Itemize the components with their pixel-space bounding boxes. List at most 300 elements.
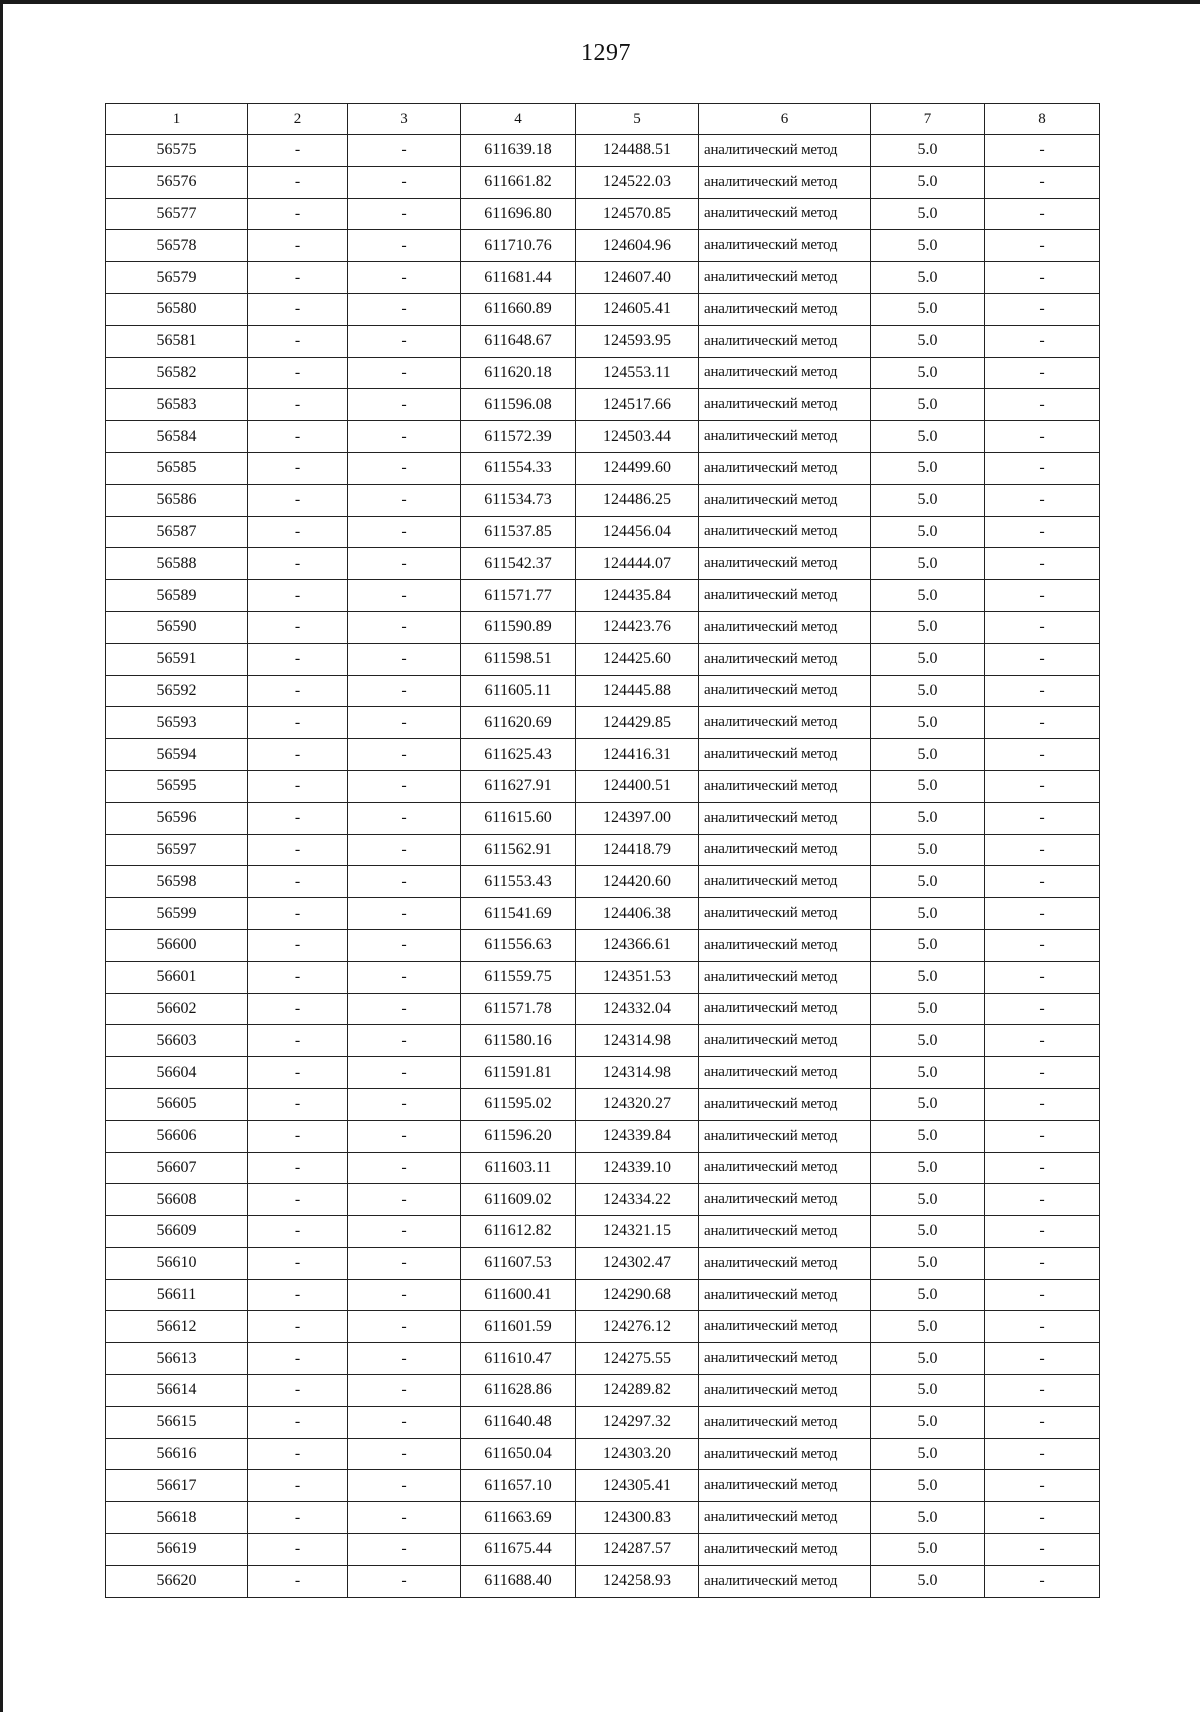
cell-col-3: - xyxy=(348,1375,461,1407)
cell-col-8: - xyxy=(985,834,1100,866)
table-row xyxy=(106,898,1100,930)
table-body xyxy=(106,135,1100,1598)
cell-coord-x: 611596.20 xyxy=(461,1120,576,1152)
cell-coord-x: 611591.81 xyxy=(461,1057,576,1089)
cell-coord-y: 124320.27 xyxy=(576,1088,699,1120)
cell-point-number: 56580 xyxy=(106,293,248,325)
cell-coord-x: 611681.44 xyxy=(461,262,576,294)
cell-coord-x: 611648.67 xyxy=(461,325,576,357)
cell-col-8: - xyxy=(985,166,1100,198)
cell-point-number: 56595 xyxy=(106,770,248,802)
cell-col-2: - xyxy=(248,484,348,516)
table-row xyxy=(106,421,1100,453)
cell-col-8: - xyxy=(985,1565,1100,1597)
cell-method: аналитический метод xyxy=(699,1470,871,1502)
table-row xyxy=(106,1088,1100,1120)
cell-col-8: - xyxy=(985,452,1100,484)
cell-col-8: - xyxy=(985,993,1100,1025)
cell-col-3: - xyxy=(348,325,461,357)
cell-col-3: - xyxy=(348,1565,461,1597)
cell-col-3: - xyxy=(348,230,461,262)
cell-col-3: - xyxy=(348,961,461,993)
cell-point-number: 56599 xyxy=(106,898,248,930)
cell-col-2: - xyxy=(248,866,348,898)
column-header-2: 2 xyxy=(248,104,348,135)
cell-col-8: - xyxy=(985,484,1100,516)
cell-col-8: - xyxy=(985,898,1100,930)
cell-point-number: 56578 xyxy=(106,230,248,262)
cell-method: аналитический метод xyxy=(699,1057,871,1089)
cell-coord-y: 124334.22 xyxy=(576,1184,699,1216)
table-row xyxy=(106,929,1100,961)
cell-accuracy: 5.0 xyxy=(871,1184,985,1216)
cell-accuracy: 5.0 xyxy=(871,230,985,262)
cell-col-8: - xyxy=(985,1152,1100,1184)
cell-coord-y: 124416.31 xyxy=(576,739,699,771)
cell-accuracy: 5.0 xyxy=(871,548,985,580)
cell-col-8: - xyxy=(985,135,1100,167)
cell-accuracy: 5.0 xyxy=(871,1343,985,1375)
cell-method: аналитический метод xyxy=(699,961,871,993)
cell-method: аналитический метод xyxy=(699,1534,871,1566)
cell-point-number: 56612 xyxy=(106,1311,248,1343)
cell-col-3: - xyxy=(348,452,461,484)
cell-accuracy: 5.0 xyxy=(871,1311,985,1343)
table-row xyxy=(106,452,1100,484)
cell-point-number: 56576 xyxy=(106,166,248,198)
cell-col-2: - xyxy=(248,1247,348,1279)
cell-col-3: - xyxy=(348,135,461,167)
cell-coord-x: 611607.53 xyxy=(461,1247,576,1279)
cell-coord-x: 611620.69 xyxy=(461,707,576,739)
table-row xyxy=(106,230,1100,262)
cell-coord-y: 124488.51 xyxy=(576,135,699,167)
cell-col-8: - xyxy=(985,611,1100,643)
cell-accuracy: 5.0 xyxy=(871,357,985,389)
cell-coord-x: 611615.60 xyxy=(461,802,576,834)
cell-point-number: 56619 xyxy=(106,1534,248,1566)
cell-col-2: - xyxy=(248,1311,348,1343)
cell-point-number: 56577 xyxy=(106,198,248,230)
cell-col-2: - xyxy=(248,389,348,421)
cell-method: аналитический метод xyxy=(699,580,871,612)
cell-method: аналитический метод xyxy=(699,1025,871,1057)
cell-method: аналитический метод xyxy=(699,707,871,739)
cell-col-3: - xyxy=(348,198,461,230)
cell-accuracy: 5.0 xyxy=(871,262,985,294)
cell-accuracy: 5.0 xyxy=(871,135,985,167)
cell-coord-x: 611571.78 xyxy=(461,993,576,1025)
cell-col-8: - xyxy=(985,1184,1100,1216)
cell-col-2: - xyxy=(248,293,348,325)
cell-coord-y: 124300.83 xyxy=(576,1502,699,1534)
cell-col-3: - xyxy=(348,1025,461,1057)
cell-col-8: - xyxy=(985,675,1100,707)
cell-coord-y: 124339.10 xyxy=(576,1152,699,1184)
cell-accuracy: 5.0 xyxy=(871,421,985,453)
cell-point-number: 56597 xyxy=(106,834,248,866)
cell-col-8: - xyxy=(985,293,1100,325)
cell-method: аналитический метод xyxy=(699,293,871,325)
cell-coord-x: 611556.63 xyxy=(461,929,576,961)
cell-col-8: - xyxy=(985,1088,1100,1120)
cell-method: аналитический метод xyxy=(699,262,871,294)
cell-coord-y: 124287.57 xyxy=(576,1534,699,1566)
cell-col-3: - xyxy=(348,866,461,898)
cell-col-2: - xyxy=(248,1565,348,1597)
table-row xyxy=(106,1247,1100,1279)
cell-col-2: - xyxy=(248,707,348,739)
cell-accuracy: 5.0 xyxy=(871,707,985,739)
cell-col-8: - xyxy=(985,1343,1100,1375)
cell-accuracy: 5.0 xyxy=(871,1120,985,1152)
cell-col-2: - xyxy=(248,135,348,167)
cell-col-3: - xyxy=(348,675,461,707)
cell-coord-x: 611628.86 xyxy=(461,1375,576,1407)
cell-col-2: - xyxy=(248,929,348,961)
cell-col-3: - xyxy=(348,1216,461,1248)
cell-col-8: - xyxy=(985,1534,1100,1566)
cell-col-3: - xyxy=(348,1438,461,1470)
cell-accuracy: 5.0 xyxy=(871,452,985,484)
scan-edge-left xyxy=(0,0,3,1712)
cell-method: аналитический метод xyxy=(699,643,871,675)
cell-coord-y: 124593.95 xyxy=(576,325,699,357)
cell-col-2: - xyxy=(248,325,348,357)
cell-col-2: - xyxy=(248,1216,348,1248)
table-row xyxy=(106,834,1100,866)
cell-coord-y: 124423.76 xyxy=(576,611,699,643)
cell-coord-y: 124604.96 xyxy=(576,230,699,262)
cell-accuracy: 5.0 xyxy=(871,1406,985,1438)
cell-point-number: 56614 xyxy=(106,1375,248,1407)
cell-point-number: 56611 xyxy=(106,1279,248,1311)
cell-coord-x: 611650.04 xyxy=(461,1438,576,1470)
cell-coord-y: 124522.03 xyxy=(576,166,699,198)
cell-col-8: - xyxy=(985,1247,1100,1279)
cell-col-2: - xyxy=(248,898,348,930)
cell-accuracy: 5.0 xyxy=(871,834,985,866)
table-row xyxy=(106,770,1100,802)
cell-col-2: - xyxy=(248,1152,348,1184)
cell-coord-x: 611710.76 xyxy=(461,230,576,262)
cell-method: аналитический метод xyxy=(699,1502,871,1534)
table-row xyxy=(106,1025,1100,1057)
cell-method: аналитический метод xyxy=(699,230,871,262)
cell-method: аналитический метод xyxy=(699,1343,871,1375)
cell-point-number: 56620 xyxy=(106,1565,248,1597)
cell-accuracy: 5.0 xyxy=(871,770,985,802)
cell-coord-x: 611542.37 xyxy=(461,548,576,580)
cell-point-number: 56616 xyxy=(106,1438,248,1470)
cell-point-number: 56584 xyxy=(106,421,248,453)
table-row xyxy=(106,1120,1100,1152)
cell-col-2: - xyxy=(248,1438,348,1470)
cell-coord-y: 124517.66 xyxy=(576,389,699,421)
cell-col-2: - xyxy=(248,611,348,643)
cell-coord-x: 611660.89 xyxy=(461,293,576,325)
cell-col-3: - xyxy=(348,898,461,930)
cell-accuracy: 5.0 xyxy=(871,1057,985,1089)
cell-col-3: - xyxy=(348,1406,461,1438)
cell-col-3: - xyxy=(348,834,461,866)
cell-col-8: - xyxy=(985,1120,1100,1152)
cell-coord-x: 611696.80 xyxy=(461,198,576,230)
cell-point-number: 56609 xyxy=(106,1216,248,1248)
cell-coord-y: 124553.11 xyxy=(576,357,699,389)
cell-method: аналитический метод xyxy=(699,421,871,453)
cell-col-3: - xyxy=(348,802,461,834)
cell-method: аналитический метод xyxy=(699,993,871,1025)
cell-coord-y: 124429.85 xyxy=(576,707,699,739)
cell-col-3: - xyxy=(348,1247,461,1279)
coordinates-table xyxy=(105,103,1100,1598)
cell-coord-x: 611554.33 xyxy=(461,452,576,484)
cell-coord-x: 611620.18 xyxy=(461,357,576,389)
cell-coord-x: 611663.69 xyxy=(461,1502,576,1534)
cell-col-2: - xyxy=(248,548,348,580)
cell-col-8: - xyxy=(985,1438,1100,1470)
cell-coord-y: 124366.61 xyxy=(576,929,699,961)
cell-point-number: 56604 xyxy=(106,1057,248,1089)
cell-coord-y: 124297.32 xyxy=(576,1406,699,1438)
cell-coord-x: 611590.89 xyxy=(461,611,576,643)
table-row xyxy=(106,1470,1100,1502)
cell-col-3: - xyxy=(348,993,461,1025)
cell-coord-x: 611657.10 xyxy=(461,1470,576,1502)
cell-accuracy: 5.0 xyxy=(871,961,985,993)
cell-method: аналитический метод xyxy=(699,452,871,484)
cell-coord-y: 124420.60 xyxy=(576,866,699,898)
cell-col-2: - xyxy=(248,1025,348,1057)
cell-coord-x: 611559.75 xyxy=(461,961,576,993)
cell-accuracy: 5.0 xyxy=(871,993,985,1025)
cell-coord-y: 124499.60 xyxy=(576,452,699,484)
cell-coord-y: 124406.38 xyxy=(576,898,699,930)
cell-col-3: - xyxy=(348,1311,461,1343)
cell-col-2: - xyxy=(248,961,348,993)
cell-col-3: - xyxy=(348,357,461,389)
table-row xyxy=(106,993,1100,1025)
cell-col-3: - xyxy=(348,1343,461,1375)
table-row xyxy=(106,611,1100,643)
table-row xyxy=(106,516,1100,548)
cell-accuracy: 5.0 xyxy=(871,1534,985,1566)
cell-coord-y: 124258.93 xyxy=(576,1565,699,1597)
cell-col-8: - xyxy=(985,707,1100,739)
cell-col-2: - xyxy=(248,580,348,612)
cell-accuracy: 5.0 xyxy=(871,1025,985,1057)
cell-accuracy: 5.0 xyxy=(871,898,985,930)
cell-coord-x: 611661.82 xyxy=(461,166,576,198)
cell-method: аналитический метод xyxy=(699,325,871,357)
cell-method: аналитический метод xyxy=(699,929,871,961)
cell-col-2: - xyxy=(248,993,348,1025)
cell-method: аналитический метод xyxy=(699,866,871,898)
cell-coord-x: 611595.02 xyxy=(461,1088,576,1120)
cell-point-number: 56579 xyxy=(106,262,248,294)
cell-col-2: - xyxy=(248,1279,348,1311)
cell-col-3: - xyxy=(348,421,461,453)
cell-coord-y: 124444.07 xyxy=(576,548,699,580)
table-row xyxy=(106,1152,1100,1184)
cell-coord-x: 611598.51 xyxy=(461,643,576,675)
cell-point-number: 56582 xyxy=(106,357,248,389)
cell-method: аналитический метод xyxy=(699,834,871,866)
cell-coord-x: 611553.43 xyxy=(461,866,576,898)
table-row xyxy=(106,1216,1100,1248)
cell-coord-y: 124435.84 xyxy=(576,580,699,612)
cell-col-2: - xyxy=(248,1088,348,1120)
cell-accuracy: 5.0 xyxy=(871,1438,985,1470)
cell-point-number: 56603 xyxy=(106,1025,248,1057)
cell-point-number: 56598 xyxy=(106,866,248,898)
cell-col-8: - xyxy=(985,1311,1100,1343)
cell-accuracy: 5.0 xyxy=(871,1152,985,1184)
cell-col-8: - xyxy=(985,325,1100,357)
cell-col-3: - xyxy=(348,1120,461,1152)
cell-coord-y: 124289.82 xyxy=(576,1375,699,1407)
cell-col-8: - xyxy=(985,1057,1100,1089)
cell-point-number: 56592 xyxy=(106,675,248,707)
cell-col-8: - xyxy=(985,643,1100,675)
table-row xyxy=(106,484,1100,516)
cell-coord-y: 124351.53 xyxy=(576,961,699,993)
cell-point-number: 56608 xyxy=(106,1184,248,1216)
cell-accuracy: 5.0 xyxy=(871,1470,985,1502)
cell-col-8: - xyxy=(985,389,1100,421)
cell-col-8: - xyxy=(985,198,1100,230)
cell-coord-y: 124332.04 xyxy=(576,993,699,1025)
cell-col-8: - xyxy=(985,1375,1100,1407)
cell-method: аналитический метод xyxy=(699,898,871,930)
cell-accuracy: 5.0 xyxy=(871,739,985,771)
cell-col-8: - xyxy=(985,421,1100,453)
cell-col-3: - xyxy=(348,548,461,580)
column-header-8: 8 xyxy=(985,104,1100,135)
cell-coord-x: 611537.85 xyxy=(461,516,576,548)
cell-col-2: - xyxy=(248,230,348,262)
cell-accuracy: 5.0 xyxy=(871,802,985,834)
cell-accuracy: 5.0 xyxy=(871,389,985,421)
cell-coord-y: 124445.88 xyxy=(576,675,699,707)
cell-col-3: - xyxy=(348,166,461,198)
cell-col-3: - xyxy=(348,516,461,548)
cell-coord-x: 611639.18 xyxy=(461,135,576,167)
cell-coord-x: 611600.41 xyxy=(461,1279,576,1311)
table-row xyxy=(106,961,1100,993)
cell-col-3: - xyxy=(348,611,461,643)
cell-coord-y: 124321.15 xyxy=(576,1216,699,1248)
cell-coord-y: 124503.44 xyxy=(576,421,699,453)
cell-col-8: - xyxy=(985,262,1100,294)
cell-accuracy: 5.0 xyxy=(871,1502,985,1534)
cell-method: аналитический метод xyxy=(699,516,871,548)
cell-method: аналитический метод xyxy=(699,1438,871,1470)
cell-point-number: 56596 xyxy=(106,802,248,834)
cell-col-8: - xyxy=(985,1025,1100,1057)
cell-coord-y: 124570.85 xyxy=(576,198,699,230)
cell-coord-x: 611571.77 xyxy=(461,580,576,612)
cell-col-3: - xyxy=(348,1502,461,1534)
table-row xyxy=(106,1184,1100,1216)
cell-point-number: 56589 xyxy=(106,580,248,612)
cell-accuracy: 5.0 xyxy=(871,1279,985,1311)
table-row xyxy=(106,357,1100,389)
cell-point-number: 56587 xyxy=(106,516,248,548)
column-header-5: 5 xyxy=(576,104,699,135)
cell-coord-y: 124418.79 xyxy=(576,834,699,866)
cell-point-number: 56618 xyxy=(106,1502,248,1534)
table-row xyxy=(106,293,1100,325)
cell-col-2: - xyxy=(248,675,348,707)
cell-col-8: - xyxy=(985,548,1100,580)
cell-col-2: - xyxy=(248,1406,348,1438)
cell-col-3: - xyxy=(348,389,461,421)
table-row xyxy=(106,1534,1100,1566)
table-row xyxy=(106,1375,1100,1407)
cell-method: аналитический метод xyxy=(699,675,871,707)
cell-coord-x: 611580.16 xyxy=(461,1025,576,1057)
table-row xyxy=(106,1406,1100,1438)
column-header-3: 3 xyxy=(348,104,461,135)
cell-coord-x: 611627.91 xyxy=(461,770,576,802)
cell-accuracy: 5.0 xyxy=(871,580,985,612)
cell-accuracy: 5.0 xyxy=(871,166,985,198)
cell-method: аналитический метод xyxy=(699,802,871,834)
cell-method: аналитический метод xyxy=(699,1247,871,1279)
cell-col-2: - xyxy=(248,516,348,548)
cell-point-number: 56602 xyxy=(106,993,248,1025)
cell-col-8: - xyxy=(985,1216,1100,1248)
cell-method: аналитический метод xyxy=(699,357,871,389)
cell-point-number: 56601 xyxy=(106,961,248,993)
table-row xyxy=(106,643,1100,675)
cell-col-8: - xyxy=(985,230,1100,262)
table-row xyxy=(106,166,1100,198)
cell-coord-x: 611688.40 xyxy=(461,1565,576,1597)
column-header-1: 1 xyxy=(106,104,248,135)
cell-method: аналитический метод xyxy=(699,611,871,643)
cell-col-3: - xyxy=(348,1534,461,1566)
cell-col-8: - xyxy=(985,1279,1100,1311)
column-header-4: 4 xyxy=(461,104,576,135)
cell-accuracy: 5.0 xyxy=(871,675,985,707)
table-row xyxy=(106,866,1100,898)
table-header-row xyxy=(106,104,1100,135)
table-row xyxy=(106,548,1100,580)
cell-coord-x: 611541.69 xyxy=(461,898,576,930)
cell-method: аналитический метод xyxy=(699,1406,871,1438)
cell-accuracy: 5.0 xyxy=(871,643,985,675)
cell-accuracy: 5.0 xyxy=(871,1088,985,1120)
cell-method: аналитический метод xyxy=(699,198,871,230)
table-row xyxy=(106,1279,1100,1311)
cell-method: аналитический метод xyxy=(699,1152,871,1184)
cell-coord-x: 611596.08 xyxy=(461,389,576,421)
cell-method: аналитический метод xyxy=(699,135,871,167)
cell-col-8: - xyxy=(985,357,1100,389)
cell-col-2: - xyxy=(248,357,348,389)
column-header-6: 6 xyxy=(699,104,871,135)
cell-col-2: - xyxy=(248,421,348,453)
cell-coord-x: 611605.11 xyxy=(461,675,576,707)
cell-col-2: - xyxy=(248,1534,348,1566)
cell-accuracy: 5.0 xyxy=(871,516,985,548)
cell-col-2: - xyxy=(248,452,348,484)
cell-method: аналитический метод xyxy=(699,739,871,771)
cell-col-8: - xyxy=(985,770,1100,802)
